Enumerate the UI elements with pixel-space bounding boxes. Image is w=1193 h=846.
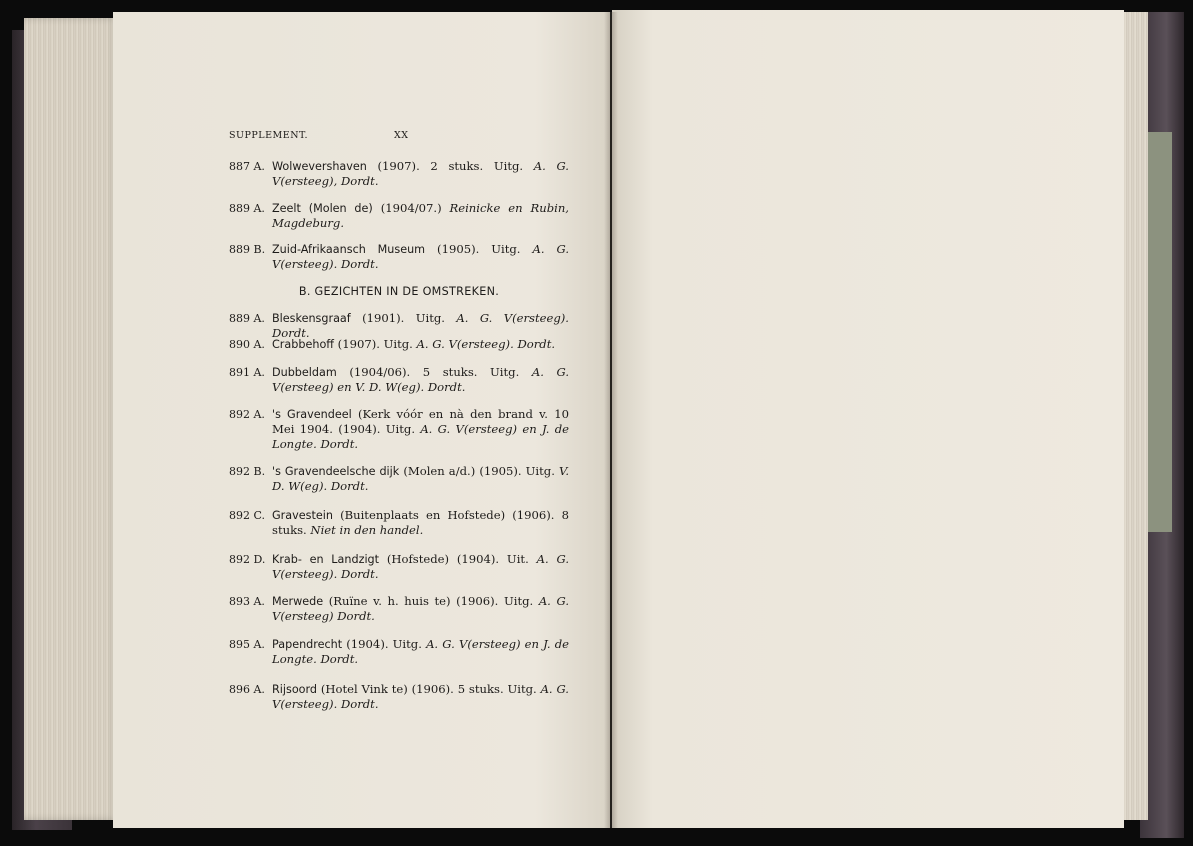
entry-number: 887 A.	[229, 160, 265, 173]
entry-details: (1905). Uitg.	[425, 242, 533, 256]
entry-number: 889 B.	[229, 243, 266, 256]
entry-details: (1907). 2 stuks. Uitg.	[366, 159, 534, 173]
catalog-entry	[229, 242, 569, 272]
entry-details: (1904). Uitg.	[342, 637, 427, 651]
entry-publisher: Niet in den handel.	[310, 523, 424, 537]
catalog-entry	[229, 552, 569, 582]
entry-title: Bleskensgraaf	[272, 312, 351, 325]
entry-details: (1901). Uitg.	[350, 311, 457, 325]
entry-number: 893 A.	[229, 595, 265, 608]
page-number: XX	[394, 130, 409, 141]
entry-details: (Buitenplaats en Hofstede) (1906). 8 stuks.	[272, 508, 569, 537]
entry-title: Gravestein	[272, 509, 333, 522]
entry-details: (Hofstede) (1904). Uit.	[379, 552, 537, 566]
catalog-entry	[229, 637, 569, 667]
catalog-entry	[229, 337, 569, 352]
catalog-entry	[229, 464, 569, 494]
entry-title: 's Gravendeel	[272, 408, 352, 421]
entry-publisher: A. G. V(ersteeg). Dordt.	[272, 552, 570, 581]
running-head	[229, 128, 569, 144]
entry-number: 889 A.	[229, 312, 265, 325]
entry-title: Merwede	[272, 595, 324, 608]
catalog-entry	[229, 159, 569, 189]
entry-title: Papendrecht	[272, 638, 343, 651]
catalog-entry	[229, 201, 569, 231]
entry-title: Wolwevershaven	[272, 160, 367, 173]
entry-publisher: A. G. V(ersteeg). Dordt.	[272, 242, 570, 271]
entry-details: (1904/06). 5 stuks. Uitg.	[336, 365, 532, 379]
entry-publisher: A. G. V(ersteeg) en V. D. W(eg). Dordt.	[272, 365, 569, 394]
entry-publisher: A. G. V(ersteeg) en J. de Longte. Dordt.	[272, 637, 569, 666]
entry-title: Crabbehoff	[272, 338, 334, 351]
entry-number: 892 B.	[229, 465, 266, 478]
catalog-entry	[229, 365, 569, 395]
running-head-left: SUPPLEMENT.	[229, 130, 308, 141]
entry-publisher: V. D. W(eg). Dordt.	[272, 464, 569, 493]
catalog-entry	[229, 407, 569, 452]
entry-title: Zuid-Afrikaansch Museum	[272, 243, 426, 256]
entry-publisher: A. G. V(ersteeg) en J. de Longte. Dordt.	[272, 422, 570, 451]
entry-title: 's Gravendeelsche dijk	[272, 465, 400, 478]
entry-publisher: Reinicke en Rubin, Magdeburg.	[272, 201, 569, 230]
entry-number: 892 D.	[229, 553, 266, 566]
entry-number: 890 A.	[229, 338, 265, 351]
catalog-entry	[229, 508, 569, 538]
catalog-entry	[229, 594, 569, 624]
catalog-entry	[229, 682, 569, 712]
cover-stripe	[1146, 132, 1172, 532]
section-heading: B. GEZICHTEN IN DE OMSTREKEN.	[298, 285, 500, 298]
book-gutter	[604, 12, 618, 828]
right-page-blank	[612, 10, 1124, 828]
entry-details: (Ruïne v. h. huis te) (1906). Uitg.	[323, 594, 539, 608]
entry-number: 889 A.	[229, 202, 265, 215]
entry-number: 891 A.	[229, 366, 265, 379]
entry-number: 896 A.	[229, 683, 265, 696]
entry-publisher: A. G. V(ersteeg). Dordt.	[416, 337, 556, 351]
entry-number: 892 A.	[229, 408, 265, 421]
page-edges-right	[1122, 12, 1148, 820]
entry-details: (Hotel Vink te) (1906). 5 stuks. Uitg.	[317, 682, 541, 696]
entry-number: 892 C.	[229, 509, 266, 522]
entry-publisher: A. G. V(ersteeg). Dordt.	[272, 311, 569, 340]
entry-title: Zeelt (Molen de)	[272, 202, 373, 215]
entry-details: (Kerk vóór en nà den brand v. 10 Mei 1904. (1904). Uitg.	[272, 407, 569, 436]
entry-details: (1907). Uitg.	[334, 337, 417, 351]
entry-title: Dubbeldam	[272, 366, 337, 379]
entry-number: 895 A.	[229, 638, 265, 651]
entry-details: (Molen a/d.) (1905). Uitg.	[399, 464, 559, 478]
entry-publisher: A. G. V(ersteeg), Dordt.	[272, 159, 569, 188]
entry-publisher: A. G. V(ersteeg) Dordt.	[272, 594, 569, 623]
entry-publisher: A. G. V(ersteeg). Dordt.	[272, 682, 569, 711]
entry-details: (1904/07.)	[372, 201, 450, 215]
entry-title: Rijsoord	[272, 683, 318, 696]
page-edges-left	[24, 18, 120, 820]
entry-title: Krab- en Landzigt	[272, 553, 380, 566]
